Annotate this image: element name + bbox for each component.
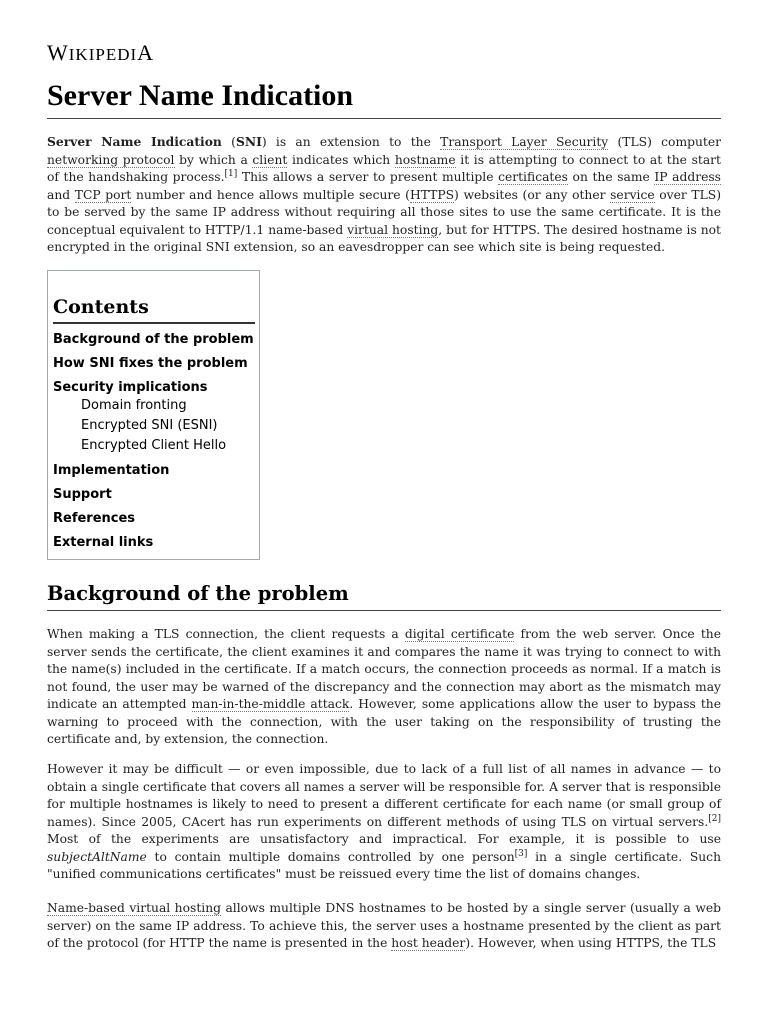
logo-first-letter: W	[47, 40, 69, 65]
lead-text: (TLS) computer	[608, 135, 721, 149]
background-paragraph-3	[47, 900, 721, 953]
lead-text: number and hence allows multiple secure (	[131, 187, 410, 202]
lead-text: , but for HTTPS. The desired hostname is not encrypted in the original SNI extension, so an eavesdropper can see which site is being requested.	[47, 222, 721, 254]
reference-2[interactable]: [2]	[708, 813, 721, 824]
reference-3[interactable]: [3]	[514, 848, 528, 859]
logo-last-letter: A	[137, 40, 155, 65]
link-digital-certificate[interactable]: digital certificate	[404, 627, 515, 641]
toc-subitem-encrypted-client-hello[interactable]: Encrypted Client Hello	[81, 438, 227, 453]
paragraph-text: However it may be difficult — or even impossible, due to lack of a full list of all names in advance — to obtain a single certificate that covers all names a server will be responsible for. A server that is responsible for multiple hostnames is likely to need to present a different certificate for each name (or small group of names). Since 2005, CAcert has run experiments on different methods of using TLS on virtual servers.	[47, 762, 721, 829]
subjectaltname-term: subjectAltName	[47, 849, 147, 864]
reference-1[interactable]: [1]	[224, 168, 238, 179]
paragraph-text: in a single certificate. Such "unified communications certificates" must be reissued every time the list of domains changes.	[47, 849, 721, 881]
link-certificates[interactable]: certificates	[498, 170, 568, 184]
paragraph-text: Most of the experiments are unsatisfactory and impractical. For example, it is possible to use	[47, 832, 721, 846]
lead-text: over TLS) to be served by the same IP address without requiring all those sites to use the same certificate. It is the conceptual equivalent to HTTP/1.1 name-based	[47, 187, 721, 237]
link-networking-protocol[interactable]: networking protocol	[47, 152, 175, 167]
link-tcp-port[interactable]: TCP port	[74, 187, 132, 202]
section-heading-background: Background of the problem	[47, 582, 721, 611]
lead-bold-term: Server Name Indication	[47, 134, 222, 149]
background-paragraph-2	[47, 761, 721, 884]
lead-text: indicates which	[287, 152, 395, 167]
toc-subitem-encrypted-sni[interactable]: Encrypted SNI (ESNI)	[81, 418, 218, 433]
link-host-header[interactable]: host header	[391, 936, 466, 950]
paragraph-text: When making a TLS connection, the client requests a	[47, 627, 405, 641]
toc-item-implementation[interactable]: Implementation	[53, 463, 170, 478]
lead-text: This allows a server to present multiple	[237, 170, 499, 184]
paragraph-text: to contain multiple domains controlled by one person	[146, 849, 515, 864]
lead-text: (	[221, 135, 236, 149]
lead-text: it is attempting to connect to at the start of the handshaking process.	[47, 152, 721, 184]
toc-item-how-sni-fixes[interactable]: How SNI fixes the problem	[53, 356, 248, 371]
toc-list	[53, 331, 258, 558]
lead-bold-abbr: SNI	[235, 134, 262, 149]
link-hostname[interactable]: hostname	[394, 152, 456, 167]
link-service[interactable]: service	[610, 187, 655, 202]
toc-item-external-links[interactable]: External links	[53, 535, 154, 550]
link-ip-address[interactable]: IP address	[654, 170, 721, 184]
toc-item-security-implications[interactable]: Security implications	[53, 380, 208, 395]
toc-item-support[interactable]: Support	[53, 487, 112, 502]
lead-text: and	[47, 187, 75, 202]
paragraph-text: allows multiple DNS hostnames to be hosted by a single server (usually a web server) on the same IP address. To achieve this, the server uses a hostname presented by the client as part of the protocol (for HTTP the name is presented in the	[47, 901, 721, 950]
lead-text: on the same	[567, 170, 655, 184]
lead-text: by which a	[174, 152, 253, 167]
logo-middle-letters: IKIPEDI	[68, 45, 138, 64]
paragraph-text: ). However, when using HTTPS, the TLS	[465, 936, 717, 950]
link-transport-layer-security[interactable]: Transport Layer Security	[440, 135, 609, 149]
toc-subitem-domain-fronting[interactable]: Domain fronting	[81, 398, 187, 413]
lead-text: ) websites (or any other	[454, 187, 611, 202]
link-virtual-hosting[interactable]: virtual hosting	[347, 222, 439, 237]
wikipedia-logo[interactable]	[47, 40, 154, 68]
toc-item-references[interactable]: References	[53, 511, 136, 526]
link-https[interactable]: HTTPS	[409, 187, 455, 202]
paragraph-text: from the web server. Once the server sends the certificate, the client examines it and compares the name it was trying to connect to with the name(s) included in the certificate. If a match occurs, the connection proceeds as normal. If a match is not found, the user may be warned of the discrepancy and the connection may abort as the mismatch may indicate an attempted	[47, 627, 721, 711]
link-man-in-the-middle-attack[interactable]: man-in-the-middle attack	[191, 697, 350, 711]
table-of-contents	[47, 270, 260, 560]
toc-title: Contents	[53, 295, 255, 324]
lead-paragraph	[47, 133, 721, 257]
link-name-based-virtual-hosting[interactable]: Name-based virtual hosting	[47, 901, 221, 915]
background-paragraph-1	[47, 626, 721, 749]
page-title: Server Name Indication	[47, 78, 721, 119]
lead-text: ) is an extension to the	[261, 135, 441, 149]
link-client[interactable]: client	[252, 152, 288, 167]
toc-item-background[interactable]: Background of the problem	[53, 332, 254, 347]
paragraph-text: . However, some applications allow the user to bypass the warning to proceed with the connection, with the user taking on the responsibility of trusting the certificate and, by extension, the connection.	[47, 697, 721, 746]
